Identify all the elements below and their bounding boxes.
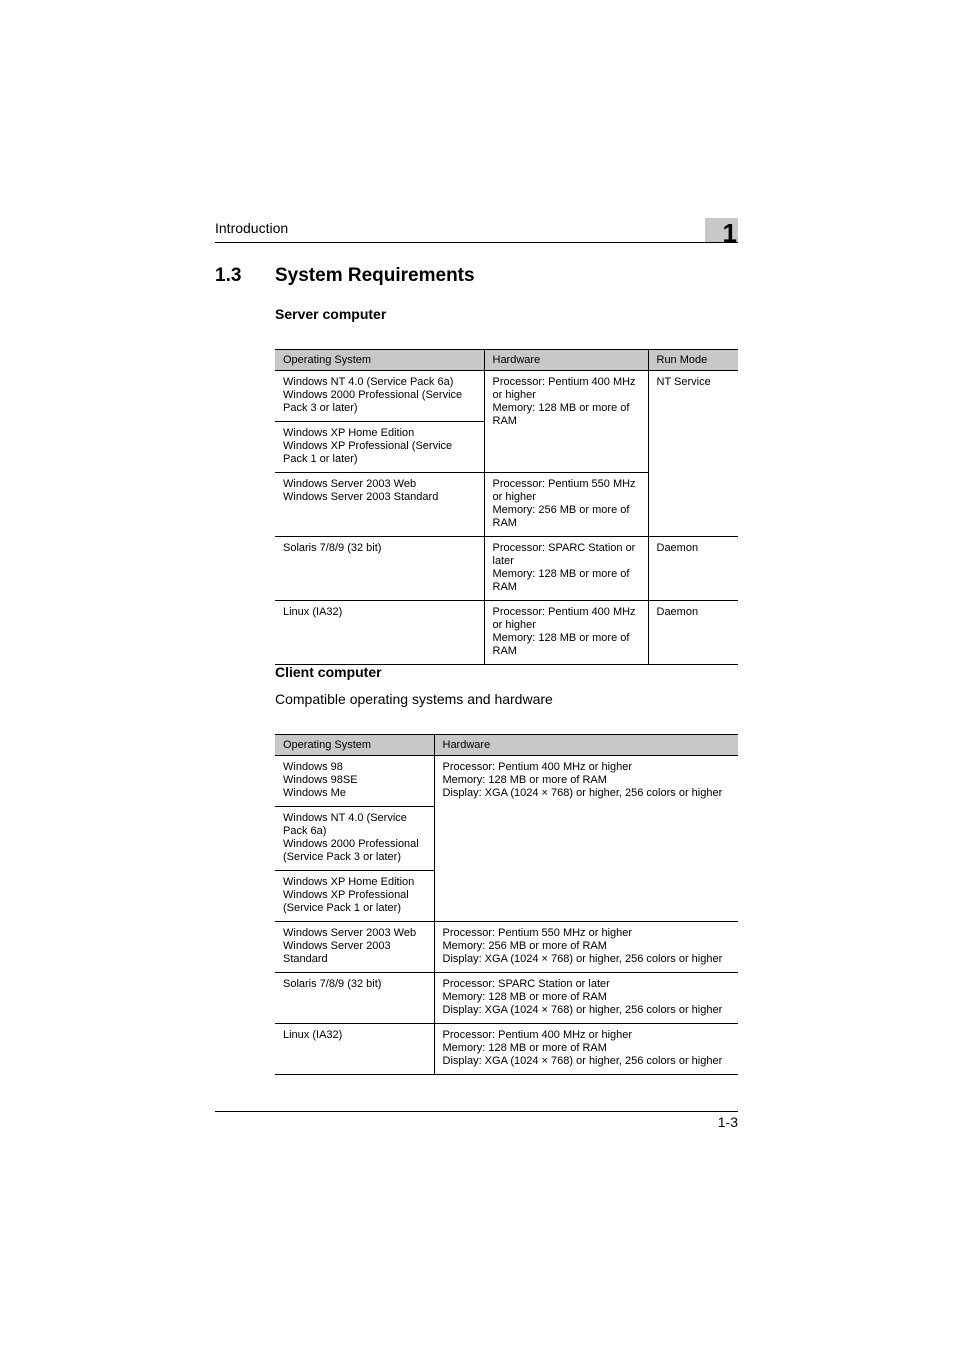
run-mode-cell: Daemon: [648, 537, 738, 601]
os-cell: Windows XP Home Edition Windows XP Professional (Service Pack 1 or later): [275, 871, 434, 922]
os-cell: Windows Server 2003 Web Windows Server 2003 Standard: [275, 922, 434, 973]
table-row: [275, 601, 738, 665]
section-number: 1.3: [215, 265, 242, 286]
table-row: [275, 756, 738, 807]
hardware-cell: Processor: Pentium 550 MHz or higher Memory: 256 MB or more of RAM: [484, 473, 648, 537]
client-intro: Compatible operating systems and hardware: [275, 691, 553, 707]
os-cell: Linux (IA32): [275, 1024, 434, 1075]
table-row: [275, 973, 738, 1024]
column-header: Operating System: [275, 350, 484, 371]
os-cell: Windows XP Home Edition Windows XP Professional (Service Pack 1 or later): [275, 422, 484, 473]
table-header-row: [275, 350, 738, 371]
hardware-cell: Processor: SPARC Station or later Memory: 128 MB or more of RAM Display: XGA (1024 × 768) or higher, 256 colors or higher: [434, 973, 738, 1024]
os-cell: Windows Server 2003 Web Windows Server 2003 Standard: [275, 473, 484, 537]
column-header: Hardware: [434, 735, 738, 756]
page-number: 1-3: [717, 1114, 738, 1130]
hardware-cell: Processor: Pentium 550 MHz or higher Memory: 256 MB or more of RAM Display: XGA (1024 × 768) or higher, 256 colors or higher: [434, 922, 738, 973]
os-cell: Windows NT 4.0 (Service Pack 6a) Windows 2000 Professional (Service Pack 3 or later): [275, 807, 434, 871]
table-row: [275, 1024, 738, 1075]
os-cell: Linux (IA32): [275, 601, 484, 665]
client-heading: Client computer: [275, 664, 382, 680]
footer-rule: [215, 1111, 738, 1112]
hardware-cell: Processor: Pentium 400 MHz or higher Memory: 128 MB or more of RAM Display: XGA (1024 × 768) or higher, 256 colors or higher: [434, 1024, 738, 1075]
client-requirements-table: [275, 734, 738, 1075]
column-header: Hardware: [484, 350, 648, 371]
table-row: [275, 371, 738, 422]
run-mode-cell: NT Service: [648, 371, 738, 537]
hardware-cell: Processor: SPARC Station or later Memory: 128 MB or more of RAM: [484, 537, 648, 601]
os-cell: Solaris 7/8/9 (32 bit): [275, 537, 484, 601]
hardware-cell: Processor: Pentium 400 MHz or higher Memory: 128 MB or more of RAM Display: XGA (1024 × 768) or higher, 256 colors or higher: [434, 756, 738, 922]
run-mode-cell: Daemon: [648, 601, 738, 665]
os-cell: Windows NT 4.0 (Service Pack 6a) Windows 2000 Professional (Service Pack 3 or later): [275, 371, 484, 422]
table-row: [275, 537, 738, 601]
os-cell: Solaris 7/8/9 (32 bit): [275, 973, 434, 1024]
column-header: Operating System: [275, 735, 434, 756]
running-header: Introduction: [215, 220, 289, 236]
chapter-number: 1: [722, 218, 737, 248]
table-header-row: [275, 735, 738, 756]
header-rule: [215, 242, 738, 243]
server-heading: Server computer: [275, 306, 387, 322]
server-requirements-table: [275, 349, 738, 665]
section-title: System Requirements: [275, 265, 475, 286]
hardware-cell: Processor: Pentium 400 MHz or higher Memory: 128 MB or more of RAM: [484, 601, 648, 665]
hardware-cell: Processor: Pentium 400 MHz or higher Memory: 128 MB or more of RAM: [484, 371, 648, 473]
chapter-tab: [705, 218, 738, 248]
os-cell: Windows 98 Windows 98SE Windows Me: [275, 756, 434, 807]
table-row: [275, 922, 738, 973]
column-header: Run Mode: [648, 350, 738, 371]
